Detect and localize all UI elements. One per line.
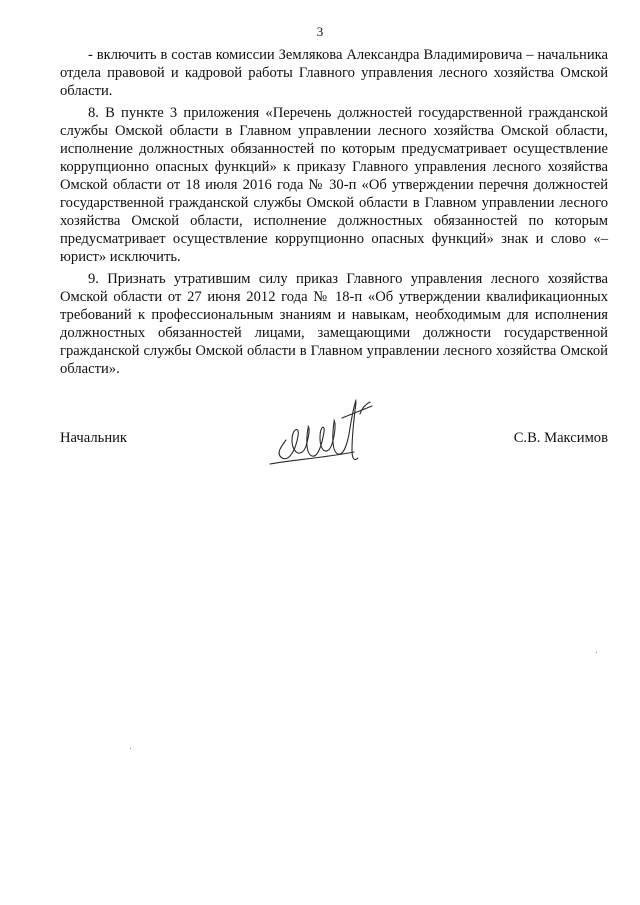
signatory-name: С.В. Максимов — [513, 430, 608, 446]
document-body — [60, 46, 608, 382]
scan-speck — [130, 748, 131, 749]
page-number: 3 — [316, 24, 324, 39]
signatory-position: Начальник — [60, 430, 128, 446]
paragraph-item-8: 8. В пункте 3 приложения «Перечень должностей государственной гражданской службы Омской области в Главном управлении лесного хозяйства Омской области, исполнение должностных обязанностей по которым предусматривает осуществление коррупционно опасных функций» к приказу Главного управления лесного хозяйства Омской области от 18 июля 2016 года № 30-п «Об утверждении перечня должностей государственной гражданской службы Омской области в Главном управлении лесного хозяйства Омской области, исполнение должностных обязанностей по которым предусматривает осуществление коррупционно опасных функций» знак и слово «– юрист» исключить. — [60, 105, 608, 265]
scan-speck — [596, 652, 597, 653]
paragraph-item-9: 9. Признать утратившим силу приказ Главного управления лесного хозяйства Омской области от 27 июня 2012 года № 18-п «Об утверждении квалификационных требований к профессиональным знаниям и навыкам, необходимым для исполнения должностных обязанностей лицами, замещающими должности государственной гражданской службы Омской области в Главном управлении лесного хозяйства Омской области». — [60, 271, 608, 377]
handwritten-signature-icon — [262, 388, 392, 468]
paragraph-commission-member: - включить в состав комиссии Землякова Александра Владимировича – начальника отдела правовой и кадровой работы Главного управления лесного хозяйства Омской области. — [60, 47, 608, 99]
